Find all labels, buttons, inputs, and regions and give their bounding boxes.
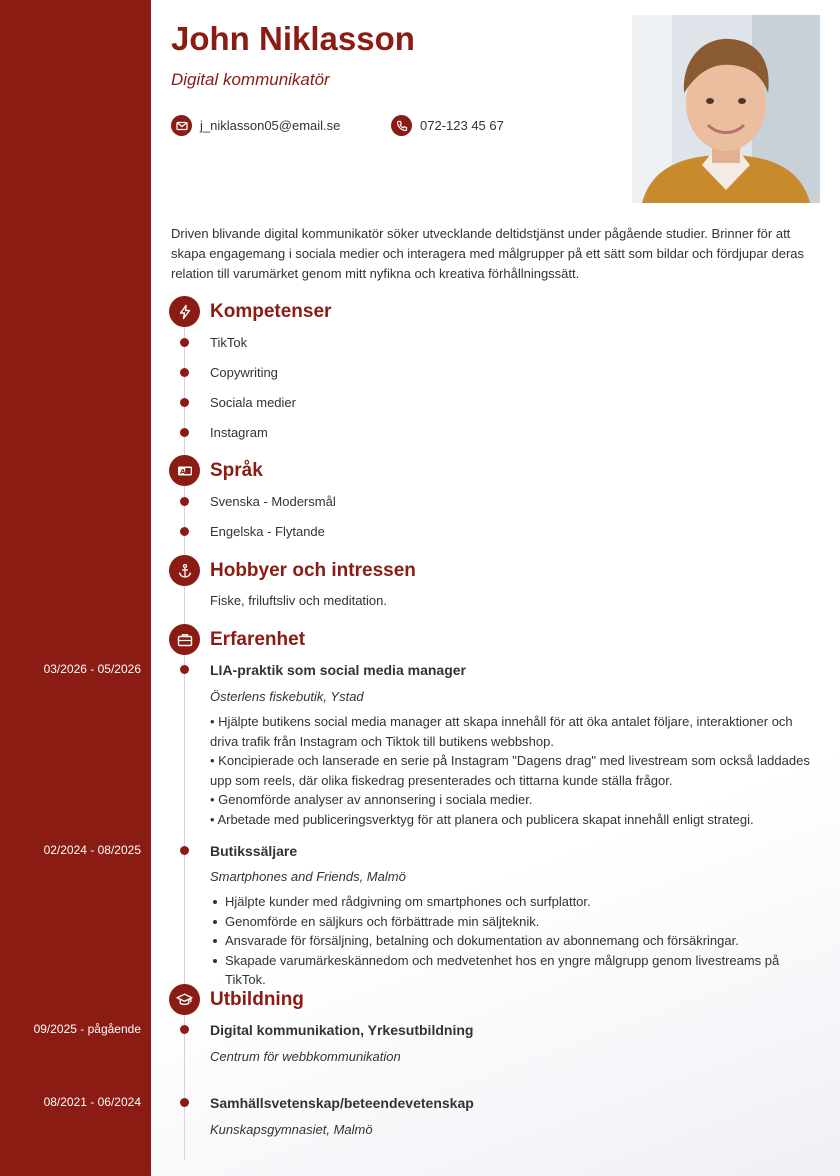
section-hobbies (169, 555, 416, 586)
list-item: Skapade varumärkeskännedom och medvetenhet hos en yngre målgrupp genom livestreams på TikTok. (210, 951, 820, 990)
section-skills (169, 296, 331, 327)
timeline-dot (180, 368, 189, 377)
list-item: Hjälpte kunder med rådgivning om smartphones och surfplattor. (210, 892, 820, 912)
anchor-icon (169, 555, 200, 586)
job-line: • Koncipierade och lanserade en serie på Instagram "Dagens drag" med livestream som också laddades upp som reels, där olika fiskedrag presenterades och tittarna kunde ställa frågor. (210, 753, 810, 788)
job-org: Österlens fiskebutik, Ystad (210, 689, 364, 704)
briefcase-icon (169, 624, 200, 655)
timeline-dot (180, 846, 189, 855)
job-date: 03/2026 - 05/2026 (43, 662, 141, 676)
skill-item: Instagram (210, 425, 268, 440)
skills-title: Kompetenser (210, 300, 332, 322)
job-org: Smartphones and Friends, Malmö (210, 869, 406, 884)
timeline-dot (180, 665, 189, 674)
job-title: Butikssäljare (210, 843, 298, 859)
job-line: • Genomförde analyser av annonsering i sociala medier. (210, 792, 533, 808)
education-title: Utbildning (210, 988, 304, 1010)
job-description (210, 712, 820, 830)
graduation-cap-icon (169, 984, 200, 1015)
section-languages (169, 455, 263, 486)
skill-item: TikTok (210, 335, 248, 350)
sidebar (0, 0, 151, 1176)
list-item: Ansvarade för försäljning, betalning och dokumentation av abonnemang och försäkringar. (210, 931, 820, 951)
language-icon (169, 455, 200, 486)
profile-photo (632, 15, 820, 203)
job-line: • Arbetade med publiceringsverktyg för att planera och publicera skapat innehåll enligt strategi. (210, 811, 754, 827)
section-experience (169, 624, 305, 655)
timeline-dot (180, 338, 189, 347)
skill-item: Copywriting (210, 365, 278, 380)
education-org: Kunskapsgymnasiet, Malmö (210, 1122, 373, 1137)
timeline-dot (180, 398, 189, 407)
lightning-icon (169, 296, 200, 327)
job-bullets (210, 892, 820, 990)
person-name: John Niklasson (171, 20, 415, 57)
contact-phone (391, 115, 504, 136)
education-title-item: Samhällsvetenskap/beteendevetenskap (210, 1095, 474, 1111)
education-date: 08/2021 - 06/2024 (43, 1095, 141, 1109)
section-education (169, 984, 304, 1015)
language-item: Engelska - Flytande (210, 524, 325, 539)
skill-item: Sociala medier (210, 395, 296, 410)
education-org: Centrum för webbkommunikation (210, 1049, 401, 1064)
hobbies-title: Hobbyer och intressen (210, 559, 416, 581)
education-date: 09/2025 - pågående (33, 1022, 141, 1036)
list-item: Genomförde en säljkurs och förbättrade min säljteknik. (210, 912, 820, 932)
job-subtitle: Digital kommunikatör (171, 70, 330, 89)
job-line: • Hjälpte butikens social media manager att skapa innehåll för att öka antalet följare, interaktioner och driva trafik från Instagram och Tiktok till butikens webbshop. (210, 714, 793, 749)
languages-title: Språk (210, 459, 263, 481)
timeline-dot (180, 1098, 189, 1107)
job-title: LIA-praktik som social media manager (210, 662, 466, 678)
timeline-dot (180, 527, 189, 536)
job-date: 02/2024 - 08/2025 (43, 843, 141, 857)
language-item: Svenska - Modersmål (210, 494, 336, 509)
timeline-dot (180, 497, 189, 506)
envelope-icon (171, 115, 192, 136)
contact-email (171, 115, 340, 136)
phone-icon (391, 115, 412, 136)
profile-summary: Driven blivande digital kommunikatör söker utvecklande deltidstjänst under pågående studier. Brinner för att skapa engagemang i sociala medier och interagera med målgrupper på ett sätt som bildar och fördjupar deras relation till varumärket genom mitt nyfikna och kreativa förhållningssätt. (171, 226, 805, 281)
hobbies-text: Fiske, friluftsliv och meditation. (210, 593, 388, 608)
education-title-item: Digital kommunikation, Yrkesutbildning (210, 1022, 474, 1038)
timeline-dot (180, 428, 189, 437)
phone-text[interactable]: 072-123 45 67 (420, 118, 504, 133)
svg-text:A: A (179, 467, 185, 476)
experience-title: Erfarenhet (210, 628, 306, 650)
email-text[interactable]: j_niklasson05@email.se (200, 118, 341, 133)
timeline-dot (180, 1025, 189, 1034)
